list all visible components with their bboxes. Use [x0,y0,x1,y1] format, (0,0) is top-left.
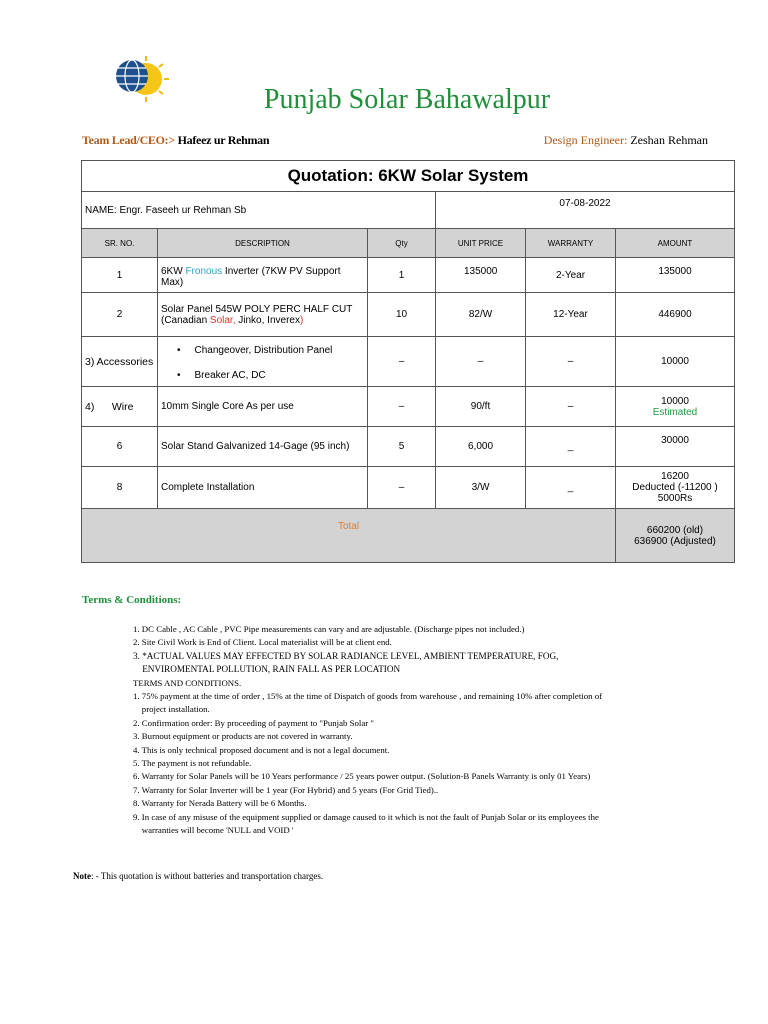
table-row: 4) Wire 10mm Single Core As per use – 90/ft – 10000 Estimated [82,387,735,427]
table-row: 6 Solar Stand Galvanized 14-Gage (95 inch) 5 6,000 _ 30000 [82,427,735,467]
terms-line: 2. Confirmation order: By proceeding of payment to "Punjab Solar " [133,717,374,728]
terms-line: 5. The payment is not refundable. [133,758,252,769]
header-sr: SR. NO. [82,229,158,258]
terms-line: project installation. [133,704,210,715]
team-lead [82,133,269,148]
terms-line: 1. 75% payment at the time of order , 15% at the time of Dispatch of goods from warehouse , and remaining 10% after completion of [133,691,603,702]
list-item: • Breaker AC, DC [177,370,364,381]
terms-line: 3. Burnout equipment or products are not covered in warranty. [133,731,353,742]
quotation-table [81,160,735,563]
terms-line: 4. This is only technical proposed document and is not a legal document. [133,744,390,755]
company-name: Punjab Solar Bahawalpur [263,84,551,115]
name-value: Engr. Faseeh ur Rehman Sb [119,204,247,216]
terms-line: ENVIROMENTAL POLLUTION, RAIN FALL AS PER LOCATION [133,664,401,675]
team-lead-label: Team Lead/CEO:> [82,133,175,147]
terms-line: 1. DC Cable , AC Cable , PVC Pipe measurements can vary and are adjustable. (Discharge pipes not included.) [133,624,525,634]
table-row: 3) Accessories • Changeover, Distribution Panel • Breaker AC, DC – – – 10000 [82,337,735,387]
terms-line: 3. *ACTUAL VALUES MAY EFFECTED BY SOLAR RADIANCE LEVEL, AMBIENT TEMPERATURE, FOG, [133,650,559,661]
header-qty: Qty [368,229,436,258]
header-warranty: WARRANTY [526,229,616,258]
terms-list [133,623,678,838]
terms-heading: Terms & Conditions: [82,594,182,606]
total-label: Total [82,509,616,563]
header-amount: AMOUNT [616,229,735,258]
list-item: • Changeover, Distribution Panel [177,345,364,356]
table-row: 8 Complete Installation – 3/W _ 16200 Deducted (-11200 ) 5000Rs [82,467,735,509]
name-label: NAME: [85,204,117,216]
header-unit-price: UNIT PRICE [436,229,526,258]
note-label: Note [73,871,91,881]
team-lead-name: Hafeez ur Rehman [177,133,270,147]
quote-date: 07-08-2022 [436,192,735,229]
terms-line: 7. Warranty for Solar Inverter will be 1 year (For Hybrid) and 5 years (For Grid Tied).. [133,784,439,795]
terms-line: warranties will become 'NULL and VOID ' [133,825,294,836]
customer-name [82,192,436,229]
terms-line: 9. In case of any misuse of the equipment supplied or damage caused to it which is not the fault of Punjab Solar or its employees the [133,811,599,822]
design-engineer [544,133,708,148]
quotation-title: Quotation: 6KW Solar System [82,161,735,192]
table-row: 2 Solar Panel 545W POLY PERC HALF CUT (Canadian Solar, Jinko, Inverex) 10 82/W 12-Year 446900 [82,293,735,337]
terms-line: TERMS AND CONDITIONS. [133,677,242,688]
terms-line: 2. Site Civil Work is End of Client. Local materialist will be at client end. [133,637,392,648]
table-row: 1 6KW Fronous Inverter (7KW PV Support Max) 1 135000 2-Year 135000 [82,258,735,293]
design-engineer-name: Zeshan Rehman [630,133,708,147]
note [73,871,323,881]
terms-line: 8. Warranty for Nerada Battery will be 6 Months. [133,798,307,809]
terms-line: 6. Warranty for Solar Panels will be 10 Years performance / 25 years power output. (Solution-B Panels Warranty is only 01 Years) [133,771,591,782]
note-text: : - This quotation is without batteries and transportation charges. [91,871,324,881]
header-description: DESCRIPTION [158,229,368,258]
design-engineer-label: Design Engineer: [543,133,628,147]
total-row [82,509,735,563]
total-amount: 660200 (old) 636900 (Adjusted) [616,509,735,563]
table-header [82,229,735,258]
